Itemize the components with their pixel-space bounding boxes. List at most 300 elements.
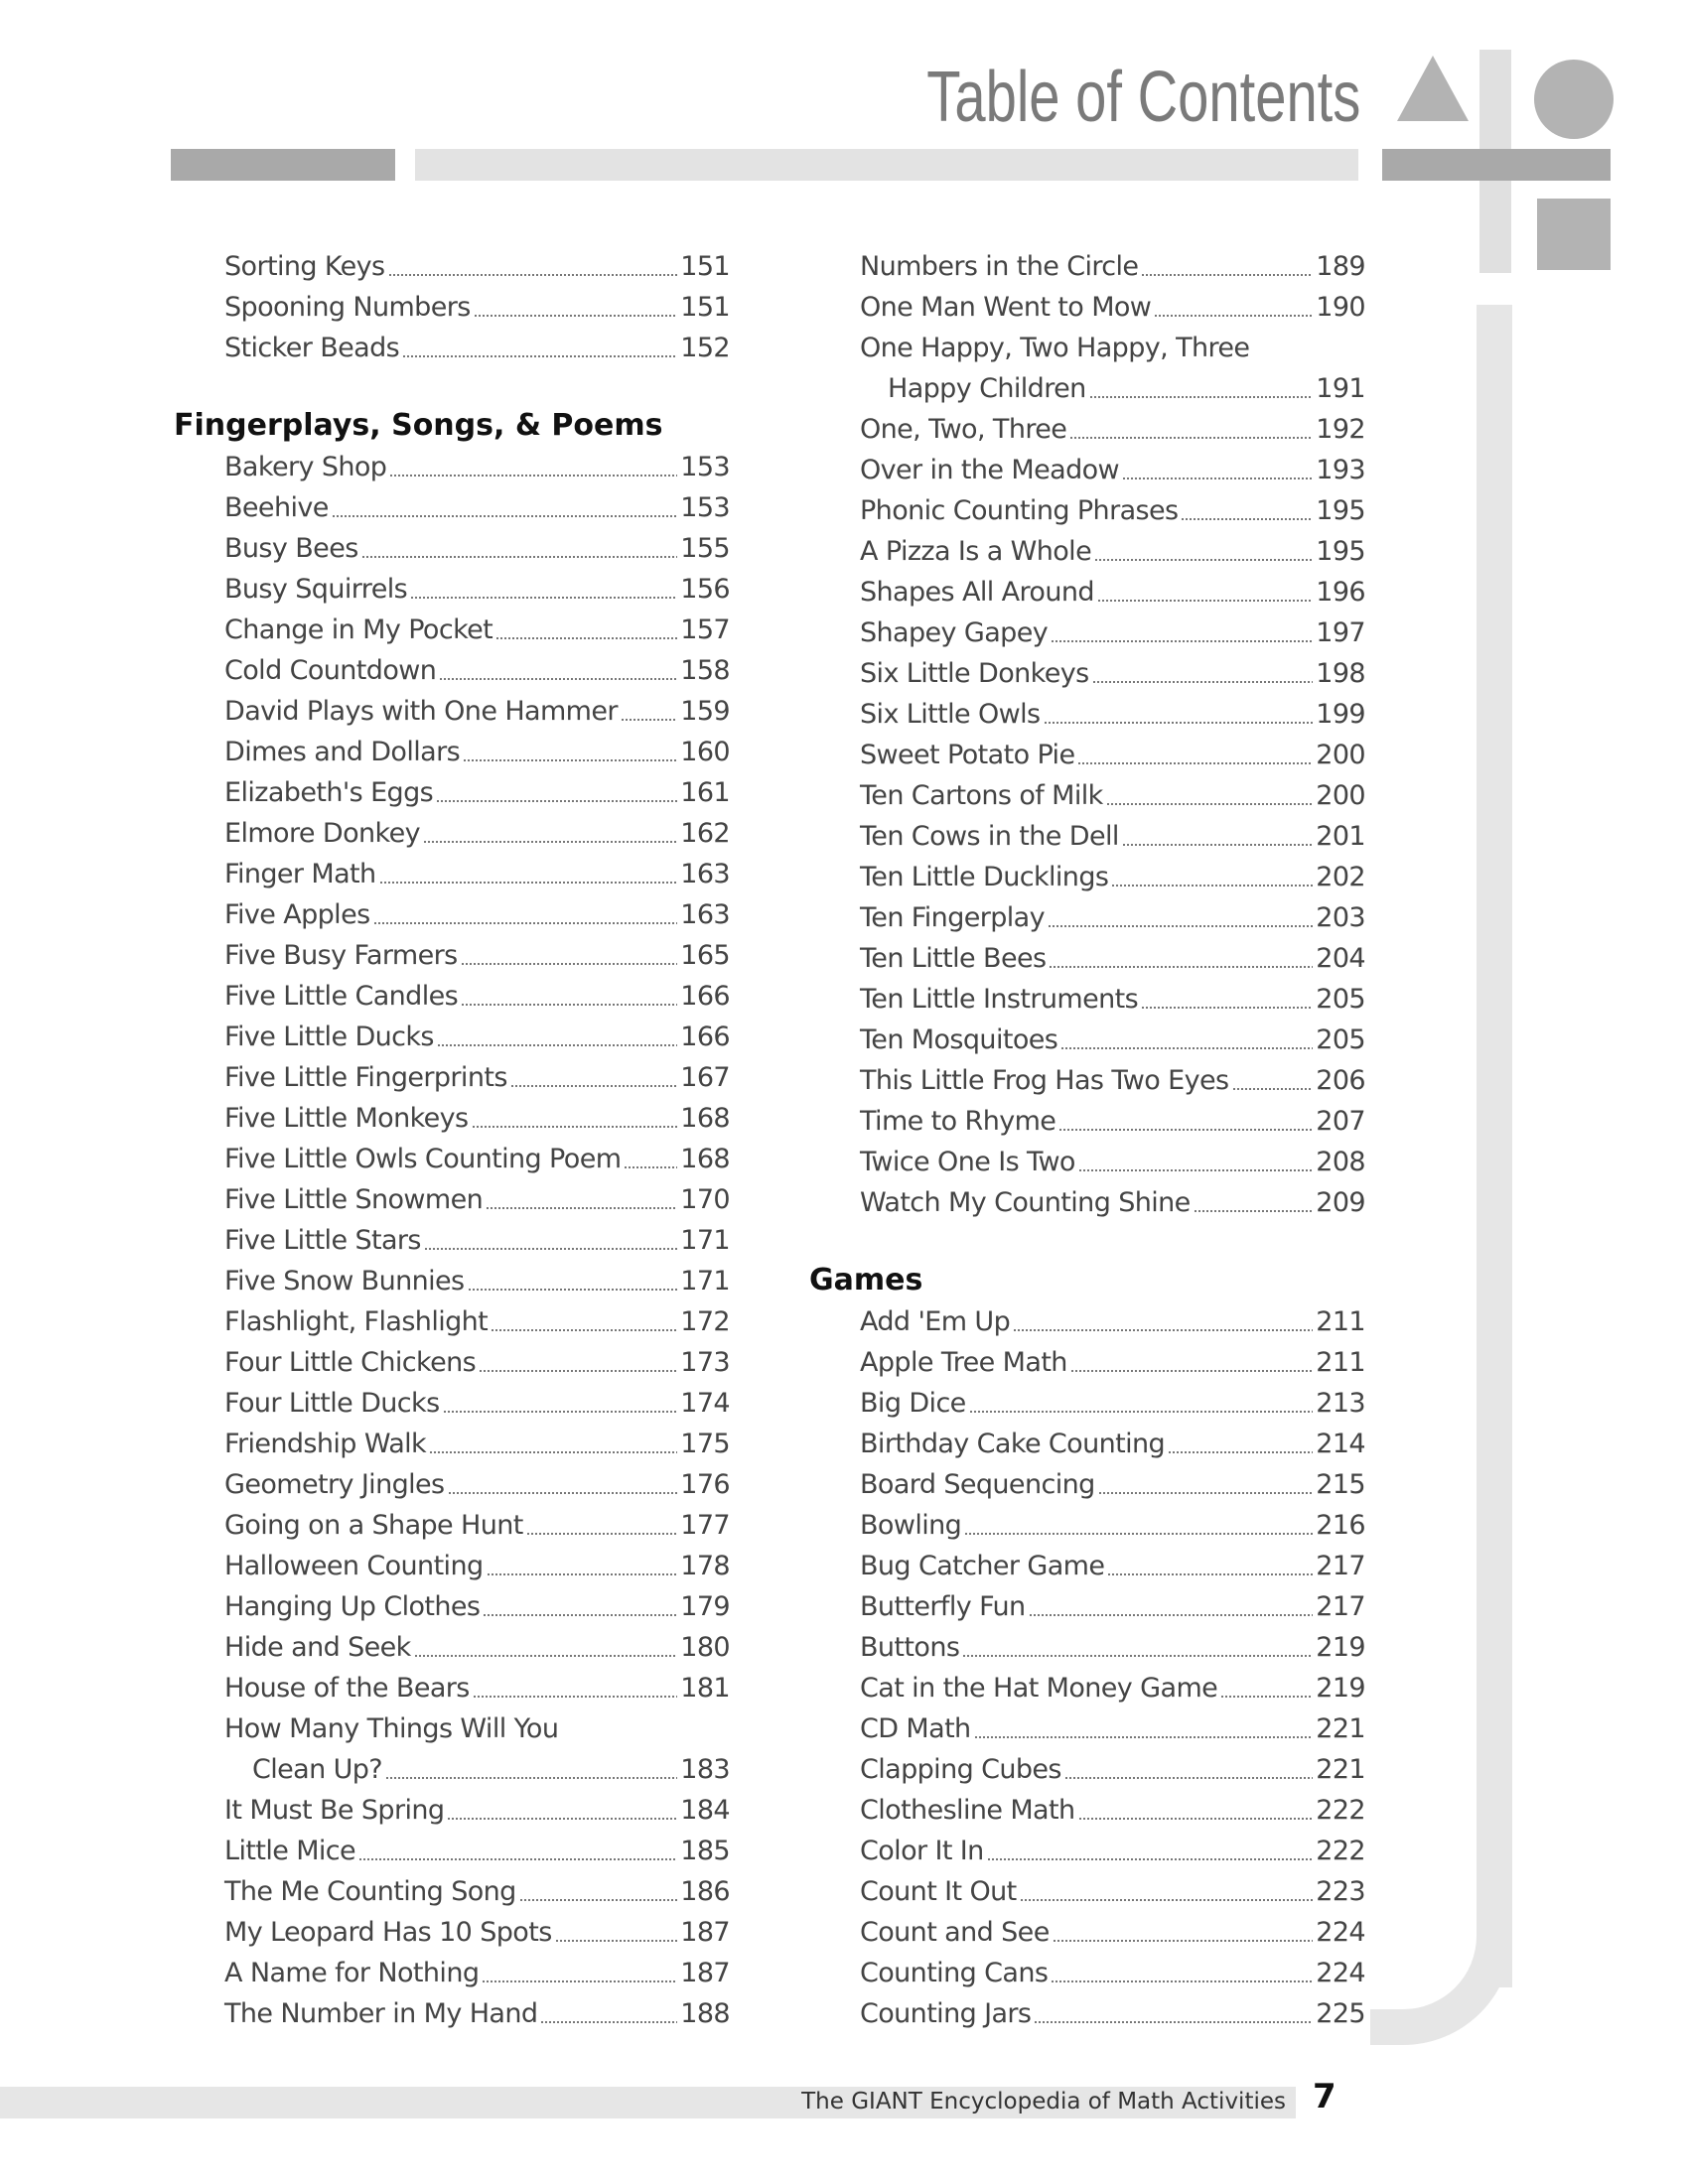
toc-entry-page: 200: [1316, 780, 1365, 811]
dot-leader: [1069, 437, 1313, 439]
dot-leader: [487, 1573, 678, 1575]
toc-entry-page: 184: [680, 1795, 730, 1826]
toc-entry: [174, 1179, 730, 1220]
toc-entry: [174, 1505, 730, 1546]
toc-entry-page: 214: [1316, 1429, 1365, 1459]
dot-leader: [624, 1166, 677, 1168]
dot-leader: [1058, 1129, 1313, 1131]
toc-entry-page: 189: [1316, 251, 1365, 282]
toc-entry: [809, 816, 1365, 857]
toc-entry-page: 160: [680, 737, 730, 767]
toc-entry: [809, 1020, 1365, 1060]
toc-entry-title: Ten Cartons of Milk: [860, 780, 1103, 811]
dot-leader: [429, 1451, 677, 1453]
dot-leader: [1122, 478, 1313, 479]
toc-entry: [809, 1101, 1365, 1142]
toc-entry: [809, 531, 1365, 572]
dot-leader: [495, 637, 677, 639]
toc-entry-page: 158: [680, 655, 730, 686]
dot-leader: [474, 315, 678, 317]
toc-entry-title: The Me Counting Song: [224, 1876, 516, 1907]
toc-entry: [809, 897, 1365, 938]
toc-entry-page: 211: [1316, 1306, 1365, 1337]
toc-entry-title: Elmore Donkey: [224, 818, 420, 849]
decorative-rail-curve: [1370, 1886, 1512, 2045]
dot-leader: [1078, 1818, 1314, 1820]
toc-entry-page: 191: [1316, 373, 1365, 404]
dot-leader: [1013, 1329, 1313, 1331]
toc-entry-page: 166: [680, 1022, 730, 1052]
toc-entry-page: 198: [1316, 658, 1365, 689]
dot-leader: [1051, 640, 1313, 642]
toc-entry-title: Geometry Jingles: [224, 1469, 445, 1500]
toc-entry: [174, 1953, 730, 1993]
dot-leader: [1077, 762, 1313, 764]
dot-leader: [1044, 722, 1314, 724]
dot-leader: [519, 1899, 678, 1901]
toc-entry-title: Five Little Stars: [224, 1225, 421, 1256]
toc-entry-title: Five Little Monkeys: [224, 1103, 469, 1134]
toc-entry-title: Hanging Up Clothes: [224, 1591, 481, 1622]
toc-entry: [809, 409, 1365, 450]
toc-entry-title: Elizabeth's Eggs: [224, 777, 434, 808]
toc-entry-title: Time to Rhyme: [860, 1106, 1056, 1137]
toc-entry-page: 223: [1316, 1876, 1365, 1907]
dot-leader: [1048, 925, 1313, 927]
toc-entry-title: Clapping Cubes: [860, 1754, 1061, 1785]
dot-leader: [962, 1655, 1313, 1657]
toc-entry-title: Clothesline Math: [860, 1795, 1075, 1826]
decorative-horizontal-bar: [1382, 149, 1611, 181]
toc-entry: [809, 1912, 1365, 1953]
toc-entry: [174, 1627, 730, 1668]
toc-entry: [174, 1220, 730, 1261]
toc-entry: [174, 1383, 730, 1424]
toc-entry-title: Cold Countdown: [224, 655, 437, 686]
dot-leader: [1181, 518, 1313, 520]
toc-entry-page: 205: [1316, 1024, 1365, 1055]
toc-entry: [174, 854, 730, 894]
toc-entry-title: Count It Out: [860, 1876, 1017, 1907]
toc-entry-title: Little Mice: [224, 1836, 356, 1866]
toc-entry: [174, 1749, 730, 1790]
toc-entry-page: 152: [680, 333, 730, 363]
toc-entry-page: 196: [1316, 577, 1365, 608]
toc-entry-title: Buttons: [860, 1632, 960, 1663]
toc-entry-title: A Name for Nothing: [224, 1958, 480, 1988]
toc-entry: [809, 1383, 1365, 1424]
toc-entry: [809, 246, 1365, 287]
toc-entry-title: Six Little Owls: [860, 699, 1041, 730]
dot-leader: [473, 1696, 678, 1698]
toc-entry-title: Board Sequencing: [860, 1469, 1095, 1500]
toc-entry: [174, 328, 730, 368]
decorative-right-rail: [1477, 305, 1512, 1987]
section-heading: Fingerplays, Songs, & Poems: [174, 408, 663, 443]
dot-leader: [1089, 396, 1314, 398]
toc-entry-title: Hide and Seek: [224, 1632, 411, 1663]
toc-entry-page: 195: [1316, 495, 1365, 526]
toc-entry-page: 153: [680, 492, 730, 523]
header-bar-left: [171, 149, 395, 181]
toc-entry-page: 205: [1316, 984, 1365, 1015]
dot-leader: [461, 1004, 677, 1006]
square-icon: [1537, 199, 1611, 270]
toc-entry: [174, 1057, 730, 1098]
toc-entry-page: 178: [680, 1551, 730, 1581]
toc-entry-title: Spooning Numbers: [224, 292, 471, 323]
toc-entry-page: 167: [680, 1062, 730, 1093]
toc-entry-title: Dimes and Dollars: [224, 737, 461, 767]
toc-entry-title: Phonic Counting Phrases: [860, 495, 1179, 526]
dot-leader: [443, 1411, 678, 1413]
toc-entry-title: Bowling: [860, 1510, 962, 1541]
toc-entry-title: Five Little Fingerprints: [224, 1062, 507, 1093]
toc-entry-page: 199: [1316, 699, 1365, 730]
toc-entry: [809, 572, 1365, 613]
toc-entry: [809, 694, 1365, 735]
dot-leader: [439, 678, 677, 680]
toc-entry: [809, 1301, 1365, 1342]
toc-entry-title: Four Little Chickens: [224, 1347, 477, 1378]
toc-entry-title: Cat in the Hat Money Game: [860, 1673, 1218, 1704]
dot-leader: [486, 1207, 677, 1209]
toc-entry-page: 165: [680, 940, 730, 971]
toc-entry-page: 204: [1316, 943, 1365, 974]
section-heading: Games: [809, 1263, 923, 1297]
dot-leader: [1060, 1047, 1313, 1049]
toc-entry-title: Numbers in the Circle: [860, 251, 1139, 282]
toc-entry-page: 171: [680, 1266, 730, 1297]
toc-entry-title: Birthday Cake Counting: [860, 1429, 1166, 1459]
toc-entry-page: 207: [1316, 1106, 1365, 1137]
toc-entry-title: Twice One Is Two: [860, 1147, 1075, 1177]
toc-entry-title: Sticker Beads: [224, 333, 400, 363]
toc-entry-page: 187: [680, 1958, 730, 1988]
toc-entry-page: 224: [1316, 1958, 1365, 1988]
toc-entry-title: Sorting Keys: [224, 251, 385, 282]
dot-leader: [388, 274, 678, 276]
dot-leader: [414, 1655, 678, 1657]
toc-entry: [174, 528, 730, 569]
toc-entry: [174, 1871, 730, 1912]
toc-entry-page: 163: [680, 859, 730, 889]
toc-entry-page: 181: [680, 1673, 730, 1704]
toc-entry-title: Apple Tree Math: [860, 1347, 1067, 1378]
toc-entry-title: The Number in My Hand: [224, 1998, 538, 2029]
toc-entry-page: 176: [680, 1469, 730, 1500]
dot-leader: [385, 1777, 677, 1779]
dot-leader: [483, 1614, 677, 1616]
toc-entry: [809, 938, 1365, 979]
toc-entry-page: 193: [1316, 455, 1365, 485]
dot-leader: [1111, 885, 1313, 887]
toc-entry: [174, 650, 730, 691]
toc-entry-page: 156: [680, 574, 730, 605]
toc-entry: [174, 1790, 730, 1831]
dot-leader: [482, 1980, 677, 1982]
toc-entry: [174, 813, 730, 854]
toc-entry-title: Five Little Candles: [224, 981, 459, 1012]
toc-entry-title: Ten Little Instruments: [860, 984, 1139, 1015]
toc-entry-title: Beehive: [224, 492, 329, 523]
page-number: 7: [1313, 2077, 1336, 2116]
toc-entry: [174, 1017, 730, 1057]
toc-entry: [809, 1993, 1365, 2034]
toc-entry-title: Shapes All Around: [860, 577, 1094, 608]
dot-leader: [1168, 1451, 1313, 1453]
dot-leader: [1141, 274, 1313, 276]
toc-entry: [809, 1586, 1365, 1627]
dot-leader: [526, 1533, 677, 1535]
toc-entry-title: Butterfly Fun: [860, 1591, 1026, 1622]
toc-entry-title: Going on a Shape Hunt: [224, 1510, 523, 1541]
toc-entry-title: Ten Little Ducklings: [860, 862, 1109, 892]
toc-entry-page: 174: [680, 1388, 730, 1419]
dot-leader: [410, 597, 677, 599]
toc-entry-title: Five Little Snowmen: [224, 1184, 484, 1215]
circle-icon: [1534, 60, 1614, 139]
toc-entry: [809, 328, 1365, 368]
toc-entry: [174, 246, 730, 287]
toc-entry-title: David Plays with One Hammer: [224, 696, 618, 727]
dot-leader: [423, 841, 677, 843]
toc-entry: [174, 691, 730, 732]
toc-entry-title: Counting Jars: [860, 1998, 1032, 2029]
toc-entry-page: 163: [680, 899, 730, 930]
toc-entry-title: Halloween Counting: [224, 1551, 484, 1581]
toc-entry-title: Four Little Ducks: [224, 1388, 440, 1419]
footer-book-title: The GIANT Encyclopedia of Math Activities: [801, 2089, 1286, 2115]
toc-entry-page: 187: [680, 1917, 730, 1948]
toc-entry-page: 162: [680, 818, 730, 849]
toc-entry: [174, 569, 730, 610]
toc-entry: [809, 1464, 1365, 1505]
toc-entry: [174, 1139, 730, 1179]
toc-entry-title: Change in My Pocket: [224, 614, 493, 645]
toc-entry-title: Color It In: [860, 1836, 984, 1866]
dot-leader: [1034, 2021, 1313, 2023]
dot-leader: [555, 1940, 678, 1942]
dot-leader: [540, 2021, 677, 2023]
dot-leader: [332, 515, 678, 517]
dot-leader: [1154, 315, 1313, 317]
dot-leader: [1053, 1940, 1314, 1942]
toc-entry-title: Finger Math: [224, 859, 376, 889]
dot-leader: [964, 1533, 1313, 1535]
toc-entry: [809, 735, 1365, 775]
toc-entry-title: Bug Catcher Game: [860, 1551, 1105, 1581]
toc-entry: [809, 1871, 1365, 1912]
toc-entry-page: 215: [1316, 1469, 1365, 1500]
dot-leader: [1078, 1169, 1313, 1171]
toc-entry-title: One Man Went to Mow: [860, 292, 1152, 323]
triangle-icon: [1395, 54, 1471, 123]
toc-entry-page: 221: [1316, 1713, 1365, 1744]
dot-leader: [402, 355, 677, 357]
toc-entry: [174, 1261, 730, 1301]
toc-entry-page: 157: [680, 614, 730, 645]
dot-leader: [1064, 1777, 1313, 1779]
toc-entry: [809, 613, 1365, 653]
toc-entry: [174, 447, 730, 487]
dot-leader: [1232, 1088, 1314, 1090]
toc-entry-page: 180: [680, 1632, 730, 1663]
toc-entry: [809, 1342, 1365, 1383]
toc-entry: [809, 1424, 1365, 1464]
toc-entry-page: 217: [1316, 1551, 1365, 1581]
toc-entry-title: Shapey Gapey: [860, 617, 1049, 648]
toc-entry-page: 155: [680, 533, 730, 564]
dot-leader: [510, 1085, 677, 1087]
toc-entry-page: 203: [1316, 902, 1365, 933]
dot-leader: [1094, 559, 1313, 561]
toc-entry: [809, 368, 1365, 409]
toc-entry-page: 166: [680, 981, 730, 1012]
dot-leader: [463, 759, 677, 761]
toc-entry-page: 172: [680, 1306, 730, 1337]
toc-entry-title: One, Two, Three: [860, 414, 1067, 445]
toc-entry-page: 219: [1316, 1632, 1365, 1663]
toc-entry: [809, 1668, 1365, 1708]
toc-entry-page: 211: [1316, 1347, 1365, 1378]
toc-entry: [809, 1060, 1365, 1101]
toc-entry-title: Five Little Ducks: [224, 1022, 434, 1052]
toc-entry-page: 224: [1316, 1917, 1365, 1948]
toc-entry-page: 168: [680, 1144, 730, 1174]
dot-leader: [1098, 1492, 1314, 1494]
toc-entry-page: 151: [680, 251, 730, 282]
toc-entry-page: 185: [680, 1836, 730, 1866]
toc-entry-page: 190: [1316, 292, 1365, 323]
dot-leader: [373, 922, 678, 924]
toc-entry-title: Busy Squirrels: [224, 574, 408, 605]
toc-entry: [174, 1098, 730, 1139]
toc-entry-title: Bakery Shop: [224, 452, 387, 482]
toc-entry: [174, 1912, 730, 1953]
toc-entry: [174, 610, 730, 650]
toc-entry-title: Big Dice: [860, 1388, 966, 1419]
toc-entry-page: 183: [680, 1754, 730, 1785]
dot-leader: [974, 1736, 1314, 1738]
dot-leader: [358, 1858, 677, 1860]
toc-entry: [174, 1546, 730, 1586]
toc-entry-title: Add 'Em Up: [860, 1306, 1011, 1337]
toc-entry-title: Happy Children: [888, 373, 1086, 404]
toc-entry-title: A Pizza Is a Whole: [860, 536, 1092, 567]
toc-entry: [174, 1668, 730, 1708]
toc-entry: [174, 894, 730, 935]
dot-leader: [379, 882, 678, 884]
toc-entry-title: This Little Frog Has Two Eyes: [860, 1065, 1229, 1096]
dot-leader: [447, 1818, 677, 1820]
toc-entry: [809, 1708, 1365, 1749]
dot-leader: [472, 1126, 678, 1128]
toc-entry-title: Five Snow Bunnies: [224, 1266, 465, 1297]
toc-right-column: [809, 246, 1365, 2034]
toc-entry-page: 225: [1316, 1998, 1365, 2029]
toc-entry-title: Ten Little Bees: [860, 943, 1047, 974]
toc-entry-page: 221: [1316, 1754, 1365, 1785]
toc-entry-title: Ten Mosquitoes: [860, 1024, 1058, 1055]
toc-entry-page: 213: [1316, 1388, 1365, 1419]
toc-entry-page: 173: [680, 1347, 730, 1378]
toc-entry-page: 217: [1316, 1591, 1365, 1622]
toc-entry-title: Over in the Meadow: [860, 455, 1120, 485]
toc-entry: [809, 450, 1365, 490]
toc-entry-title: Count and See: [860, 1917, 1050, 1948]
dot-leader: [424, 1248, 677, 1250]
dot-leader: [1070, 1370, 1313, 1372]
dot-leader: [969, 1411, 1314, 1413]
toc-entry: [809, 1546, 1365, 1586]
toc-entry: [174, 1993, 730, 2034]
toc-entry-page: 170: [680, 1184, 730, 1215]
dot-leader: [436, 800, 677, 802]
toc-entry: [174, 976, 730, 1017]
toc-entry-title: Ten Fingerplay: [860, 902, 1046, 933]
toc-entry-page: 161: [680, 777, 730, 808]
toc-entry-page: 206: [1316, 1065, 1365, 1096]
toc-entry: [174, 487, 730, 528]
toc-entry-page: 219: [1316, 1673, 1365, 1704]
toc-entry-page: 177: [680, 1510, 730, 1541]
toc-entry-page: 151: [680, 292, 730, 323]
toc-entry: [174, 772, 730, 813]
dot-leader: [461, 963, 678, 965]
toc-entry: [174, 732, 730, 772]
header-bar-main: [415, 149, 1358, 181]
toc-left-column: [174, 246, 730, 2034]
page-title: Table of Contents: [925, 58, 1360, 137]
toc-entry: [174, 1464, 730, 1505]
toc-entry: [809, 287, 1365, 328]
toc-entry-page: 222: [1316, 1795, 1365, 1826]
toc-entry-title: Five Apples: [224, 899, 370, 930]
toc-entry: [174, 1342, 730, 1383]
toc-entry: [809, 1790, 1365, 1831]
toc-entry-title: Counting Cans: [860, 1958, 1049, 1988]
toc-entry-title: Friendship Walk: [224, 1429, 427, 1459]
toc-entry-page: 197: [1316, 617, 1365, 648]
toc-entry-title: Flashlight, Flashlight: [224, 1306, 489, 1337]
dot-leader: [1051, 1980, 1313, 1982]
toc-entry: [809, 1831, 1365, 1871]
toc-entry-page: 175: [680, 1429, 730, 1459]
dot-leader: [437, 1044, 677, 1046]
toc-entry-title: It Must Be Spring: [224, 1795, 445, 1826]
toc-entry-page: 195: [1316, 536, 1365, 567]
toc-entry: [174, 1831, 730, 1871]
toc-entry: [809, 1953, 1365, 1993]
dot-leader: [987, 1858, 1314, 1860]
toc-entry: [809, 1142, 1365, 1182]
toc-entry: [174, 935, 730, 976]
toc-entry: [809, 1505, 1365, 1546]
toc-entry: [809, 979, 1365, 1020]
toc-entry: [174, 1301, 730, 1342]
dot-leader: [1020, 1899, 1314, 1901]
toc-entry: [809, 1749, 1365, 1790]
dot-leader: [1029, 1614, 1314, 1616]
dot-leader: [361, 556, 678, 558]
toc-entry-title: Five Busy Farmers: [224, 940, 458, 971]
dot-leader: [1220, 1696, 1313, 1698]
toc-entry-page: 216: [1316, 1510, 1365, 1541]
dot-leader: [1092, 681, 1314, 683]
toc-entry: [809, 857, 1365, 897]
toc-entry-page: 201: [1316, 821, 1365, 852]
